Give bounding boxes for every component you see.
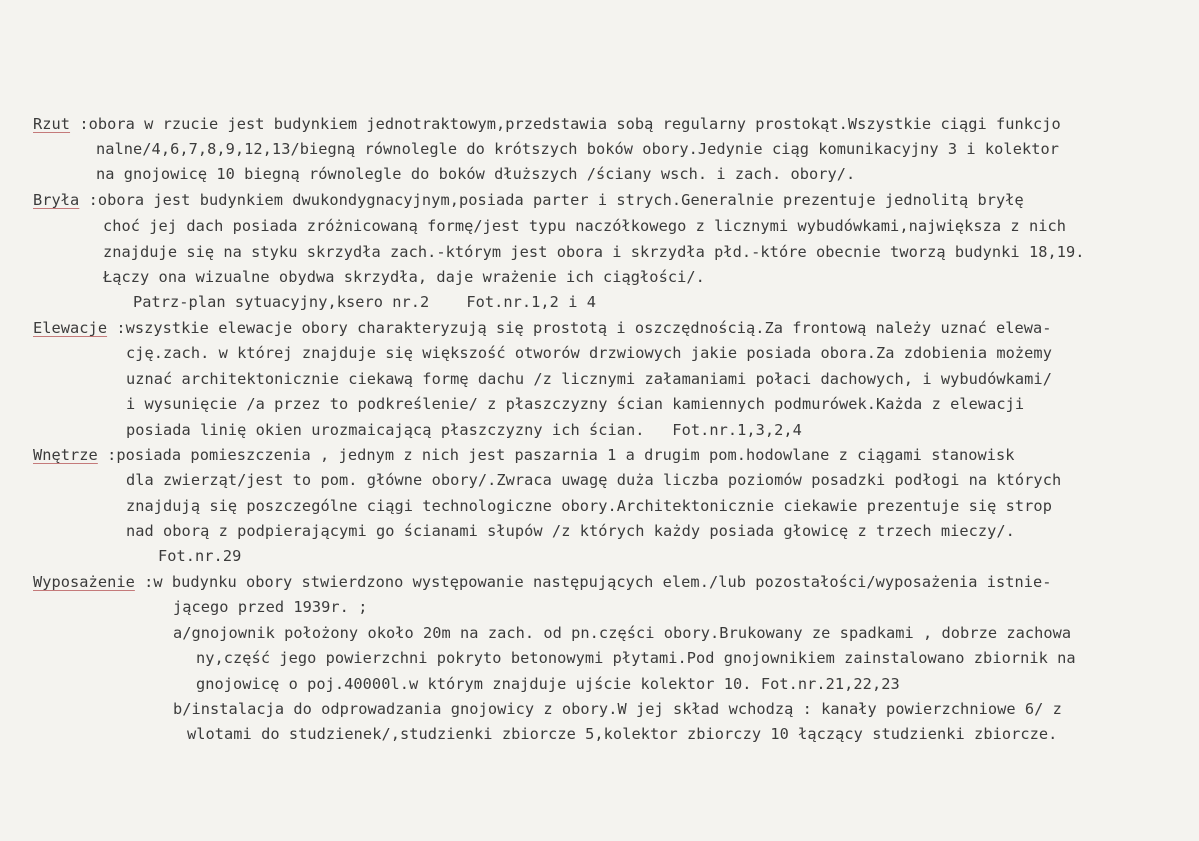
section-wyposazenie-line-6: b/instalacja do odprowadzania gnojowicy z obory.W jej skład wchodzą : kanały powierzchniowe 6/ z: [173, 700, 1062, 718]
section-rzut-line-2: nalne/4,6,7,8,9,12,13/biegną równolegle do krótszych boków obory.Jedynie ciąg komunikacyjny 3 i kolektor: [96, 140, 1059, 158]
section-rzut-line-3: na gnojowicę 10 biegną równolegle do boków dłuższych /ściany wsch. i zach. obory/.: [96, 165, 856, 183]
section-elewacje-line-1: [33, 318, 1052, 338]
section-rzut-text-1: :obora w rzucie jest budynkiem jednotraktowym,przedstawia sobą regularny prostokąt.Wszystkie ciągi funkcjo: [79, 115, 1061, 133]
section-label-wnetrze: Wnętrze: [33, 446, 98, 464]
section-elewacje-line-2: cję.zach. w której znajduje się większość otworów drzwiowych jakie posiada obora.Za zdobienia możemy: [126, 344, 1052, 362]
section-label-rzut: Rzut: [33, 115, 71, 133]
section-wyposazenie-line-7: wlotami do studzienek/,studzienki zbiorcze 5,kolektor zbiorczy 10 łączący studzienki zbiorcze.: [187, 725, 1058, 743]
section-wnetrze-text-1: :posiada pomieszczenia , jednym z nich jest paszarnia 1 a drugim pom.hodowlane z ciągami stanowisk: [107, 446, 1015, 464]
section-elewacje-line-4: i wysunięcie /a przez to podkreślenie/ z płaszczyzny ścian kamiennych podmurówek.Każda z elewacji: [126, 395, 1025, 413]
section-wnetrze-line-4: nad oborą z podpierającymi go ścianami słupów /z których każdy posiada głowicę z trzech mieczy/.: [126, 522, 1015, 540]
section-bryla-line-5: Patrz-plan sytuacyjny,ksero nr.2 Fot.nr.1,2 i 4: [133, 293, 596, 311]
section-bryla-line-4: Łączy ona wizualne obydwa skrzydła, daje wrażenie ich ciągłości/.: [103, 268, 705, 286]
section-wyposazenie-text-1: :w budynku obory stwierdzono występowanie następujących elem./lub pozostałości/wyposażenia istnie-: [144, 573, 1052, 591]
section-wyposazenie-line-1: [33, 572, 1052, 592]
section-wyposazenie-line-5: gnojowicę o poj.40000l.w którym znajduje ujście kolektor 10. Fot.nr.21,22,23: [196, 675, 900, 693]
section-label-wyposazenie: Wyposażenie: [33, 573, 135, 591]
section-wnetrze-line-3: znajdują się poszczególne ciągi technologiczne obory.Architektonicznie ciekawie prezentuje się strop: [126, 497, 1052, 515]
section-elewacje-line-3: uznać architektonicznie ciekawą formę dachu /z licznymi załamaniami połaci dachowych, i wybudówkami/: [126, 370, 1052, 388]
section-bryla-line-2: choć jej dach posiada zróżnicowaną formę/jest typu naczółkowego z licznymi wybudówkami,największa z nich: [103, 217, 1066, 235]
section-wyposazenie-line-2: jącego przed 1939r. ;: [173, 598, 368, 616]
section-label-elewacje: Elewacje: [33, 319, 108, 337]
section-elewacje-text-1: :wszystkie elewacje obory charakteryzują się prostotą i oszczędnością.Za frontową należy uznać elewa-: [116, 319, 1052, 337]
section-wnetrze-line-1: [33, 445, 1015, 465]
section-bryla-text-1: :obora jest budynkiem dwukondygnacyjnym,posiada parter i strych.Generalnie prezentuje jednolitą bryłę: [88, 191, 1024, 209]
section-wyposazenie-line-4: ny,część jego powierzchni pokryto betonowymi płytami.Pod gnojownikiem zainstalowano zbiornik na: [196, 649, 1076, 667]
section-wnetrze-line-5: Fot.nr.29: [158, 547, 242, 565]
section-label-bryla: Bryła: [33, 191, 80, 209]
section-wyposazenie-line-3: a/gnojownik położony około 20m na zach. od pn.części obory.Brukowany ze spadkami , dobrze zachowa: [173, 624, 1072, 642]
section-bryla-line-3: znajduje się na styku skrzydła zach.-którym jest obora i skrzydła płd.-które obecnie tworzą budynki 18,19.: [103, 243, 1085, 261]
section-wnetrze-line-2: dla zwierząt/jest to pom. główne obory/.Zwraca uwagę duża liczba poziomów posadzki podłogi na których: [126, 471, 1062, 489]
section-elewacje-line-5: posiada linię okien urozmaicającą płaszczyzny ich ścian. Fot.nr.1,3,2,4: [126, 421, 802, 439]
section-rzut-line-1: [33, 114, 1061, 134]
section-bryla-line-1: [33, 190, 1024, 210]
